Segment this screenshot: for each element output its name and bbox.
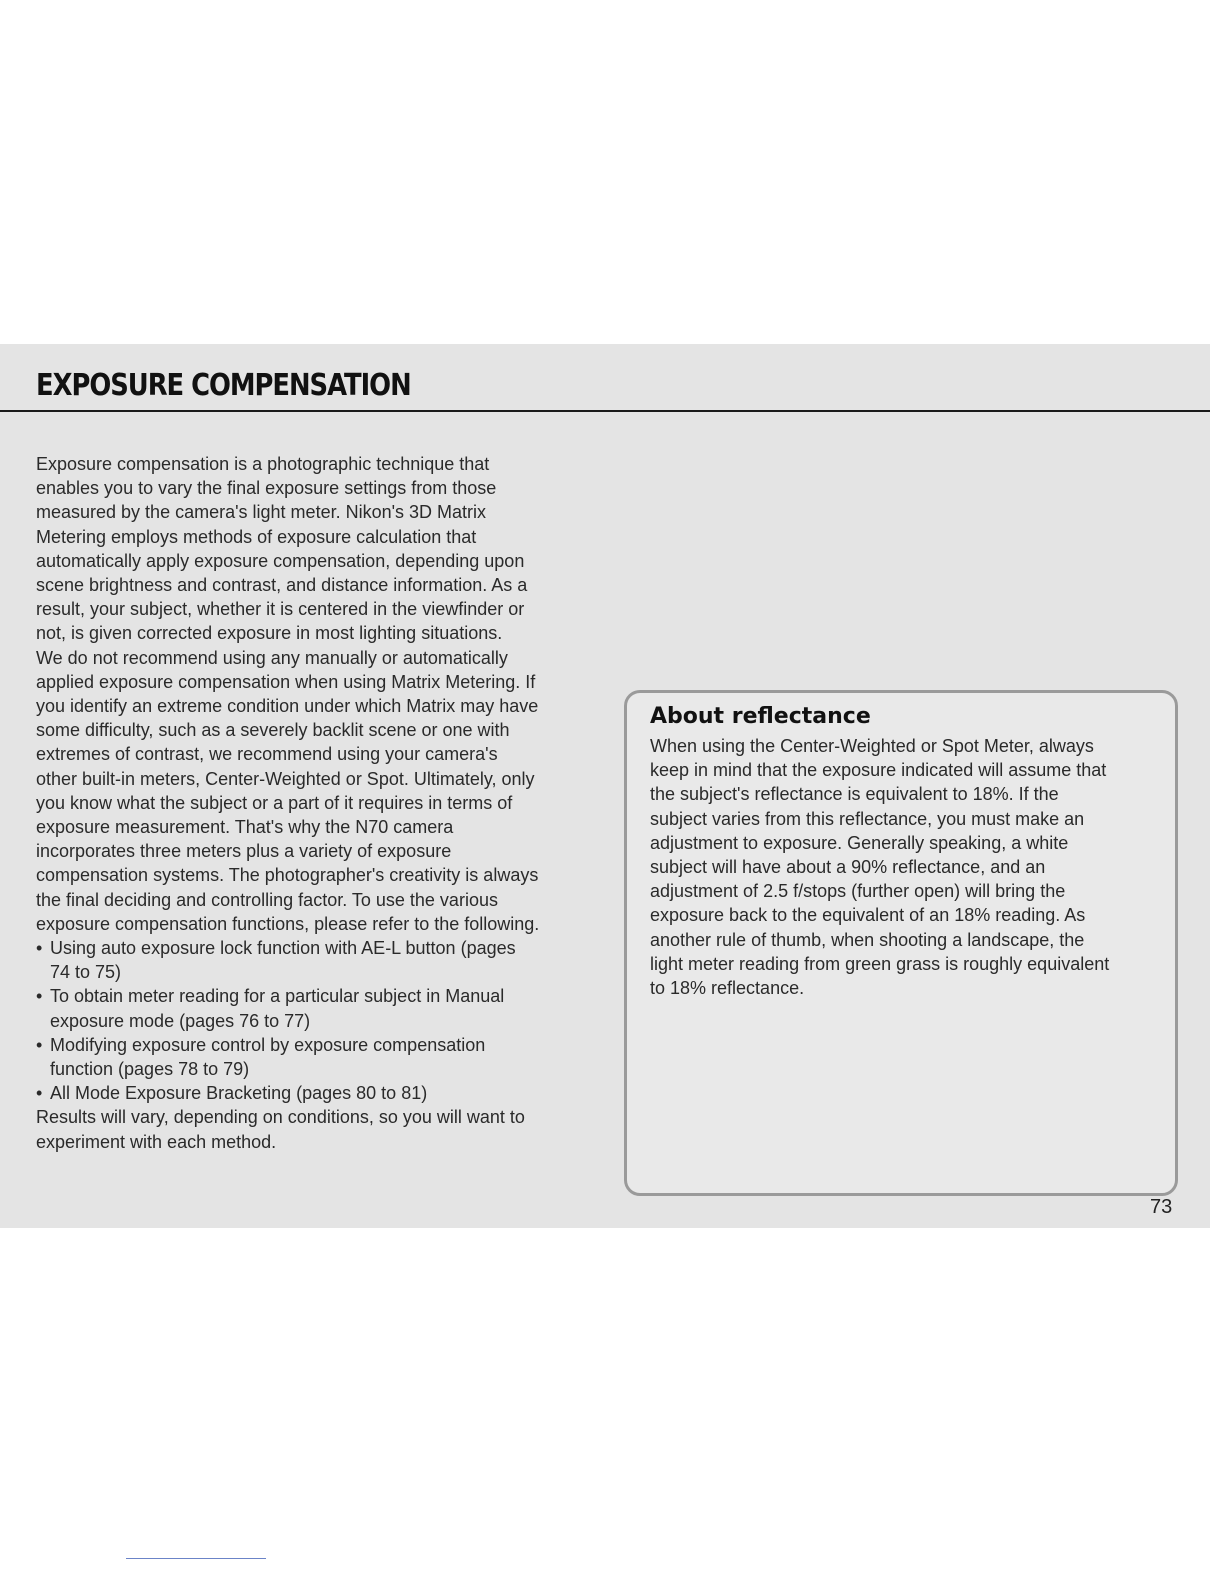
- sidebar-line: subject will have about a 90% reflectance, and an: [650, 857, 1046, 878]
- body-line: compensation systems. The photographer's creativity is always: [36, 865, 539, 886]
- bullet-mark: •: [36, 938, 43, 959]
- body-line: automatically apply exposure compensation, depending upon: [36, 550, 525, 571]
- sidebar-line: the subject's reflectance is equivalent to 18%. If the: [650, 784, 1059, 805]
- footer-rule: [126, 1558, 266, 1559]
- body-line: some difficulty, such as a severely backlit scene or one with: [36, 720, 510, 741]
- body-line: exposure compensation functions, please refer to the following.: [36, 913, 540, 934]
- title-rule: [0, 410, 1210, 412]
- sidebar-line: keep in mind that the exposure indicated will assume that: [650, 760, 1107, 781]
- body-line: result, your subject, whether it is centered in the viewfinder or: [36, 599, 525, 620]
- bullet-text: function (pages 78 to 79): [50, 1059, 250, 1080]
- sidebar-body: [650, 734, 1109, 1000]
- body-line: Exposure compensation is a photographic technique that: [36, 454, 490, 474]
- sidebar-line: adjustment to exposure. Generally speaking, a white: [650, 832, 1069, 853]
- bullet-item: [36, 984, 596, 1032]
- bullet-text: Using auto exposure lock function with AE-L button (pages: [50, 938, 516, 959]
- body-line: applied exposure compensation when using Matrix Metering. If: [36, 671, 536, 692]
- body-line: enables you to vary the final exposure settings from those: [36, 478, 497, 499]
- body-line: We do not recommend using any manually or automatically: [36, 647, 508, 668]
- sidebar-line: to 18% reflectance.: [650, 978, 805, 999]
- closing-line: Results will vary, depending on conditions, so you will want to: [36, 1107, 525, 1128]
- sidebar-heading: About reflectance: [650, 704, 871, 729]
- body-line: exposure measurement. That's why the N70 camera: [36, 817, 454, 838]
- body-line: scene brightness and contrast, and distance information. As a: [36, 575, 528, 596]
- body-line: incorporates three meters plus a variety of exposure: [36, 841, 452, 862]
- bullet-text: All Mode Exposure Bracketing (pages 80 to 81): [50, 1083, 428, 1104]
- body-line: measured by the camera's light meter. Nikon's 3D Matrix: [36, 502, 487, 523]
- sidebar-line: light meter reading from green grass is roughly equivalent: [650, 953, 1110, 974]
- sidebar-line: subject varies from this reflectance, you must make an: [650, 808, 1085, 829]
- bullet-mark: •: [36, 986, 43, 1007]
- sidebar-line: adjustment of 2.5 f/stops (further open) will bring the: [650, 881, 1066, 902]
- body-line: the final deciding and controlling factor. To use the various: [36, 889, 498, 910]
- body-line: Metering employs methods of exposure calculation that: [36, 526, 477, 547]
- body-line: not, is given corrected exposure in most lighting situations.: [36, 623, 503, 644]
- bullet-item: [36, 1081, 596, 1105]
- bullet-item: [36, 936, 596, 984]
- body-line: you identify an extreme condition under which Matrix may have: [36, 696, 539, 717]
- bullet-text: Modifying exposure control by exposure compensation: [50, 1034, 486, 1055]
- sidebar-line: exposure back to the equivalent of an 18% reading. As: [650, 905, 1086, 926]
- sidebar-line: another rule of thumb, when shooting a landscape, the: [650, 929, 1085, 950]
- closing-line: experiment with each method.: [36, 1131, 277, 1152]
- sidebar-line: When using the Center-Weighted or Spot Meter, always: [650, 736, 1094, 756]
- bullet-mark: •: [36, 1034, 43, 1055]
- body-line: extremes of contrast, we recommend using your camera's: [36, 744, 498, 765]
- page-number: 73: [1150, 1196, 1173, 1218]
- bullet-text: To obtain meter reading for a particular subject in Manual: [50, 986, 505, 1007]
- page-title: EXPOSURE COMPENSATION: [36, 368, 411, 403]
- bullet-text: 74 to 75): [50, 962, 122, 983]
- main-body: [36, 452, 596, 1154]
- bullet-item: [36, 1033, 596, 1081]
- body-line: you know what the subject or a part of it requires in terms of: [36, 792, 513, 813]
- bullet-mark: •: [36, 1083, 43, 1104]
- body-line: other built-in meters, Center-Weighted or Spot. Ultimately, only: [36, 768, 535, 789]
- bullet-text: exposure mode (pages 76 to 77): [50, 1010, 311, 1031]
